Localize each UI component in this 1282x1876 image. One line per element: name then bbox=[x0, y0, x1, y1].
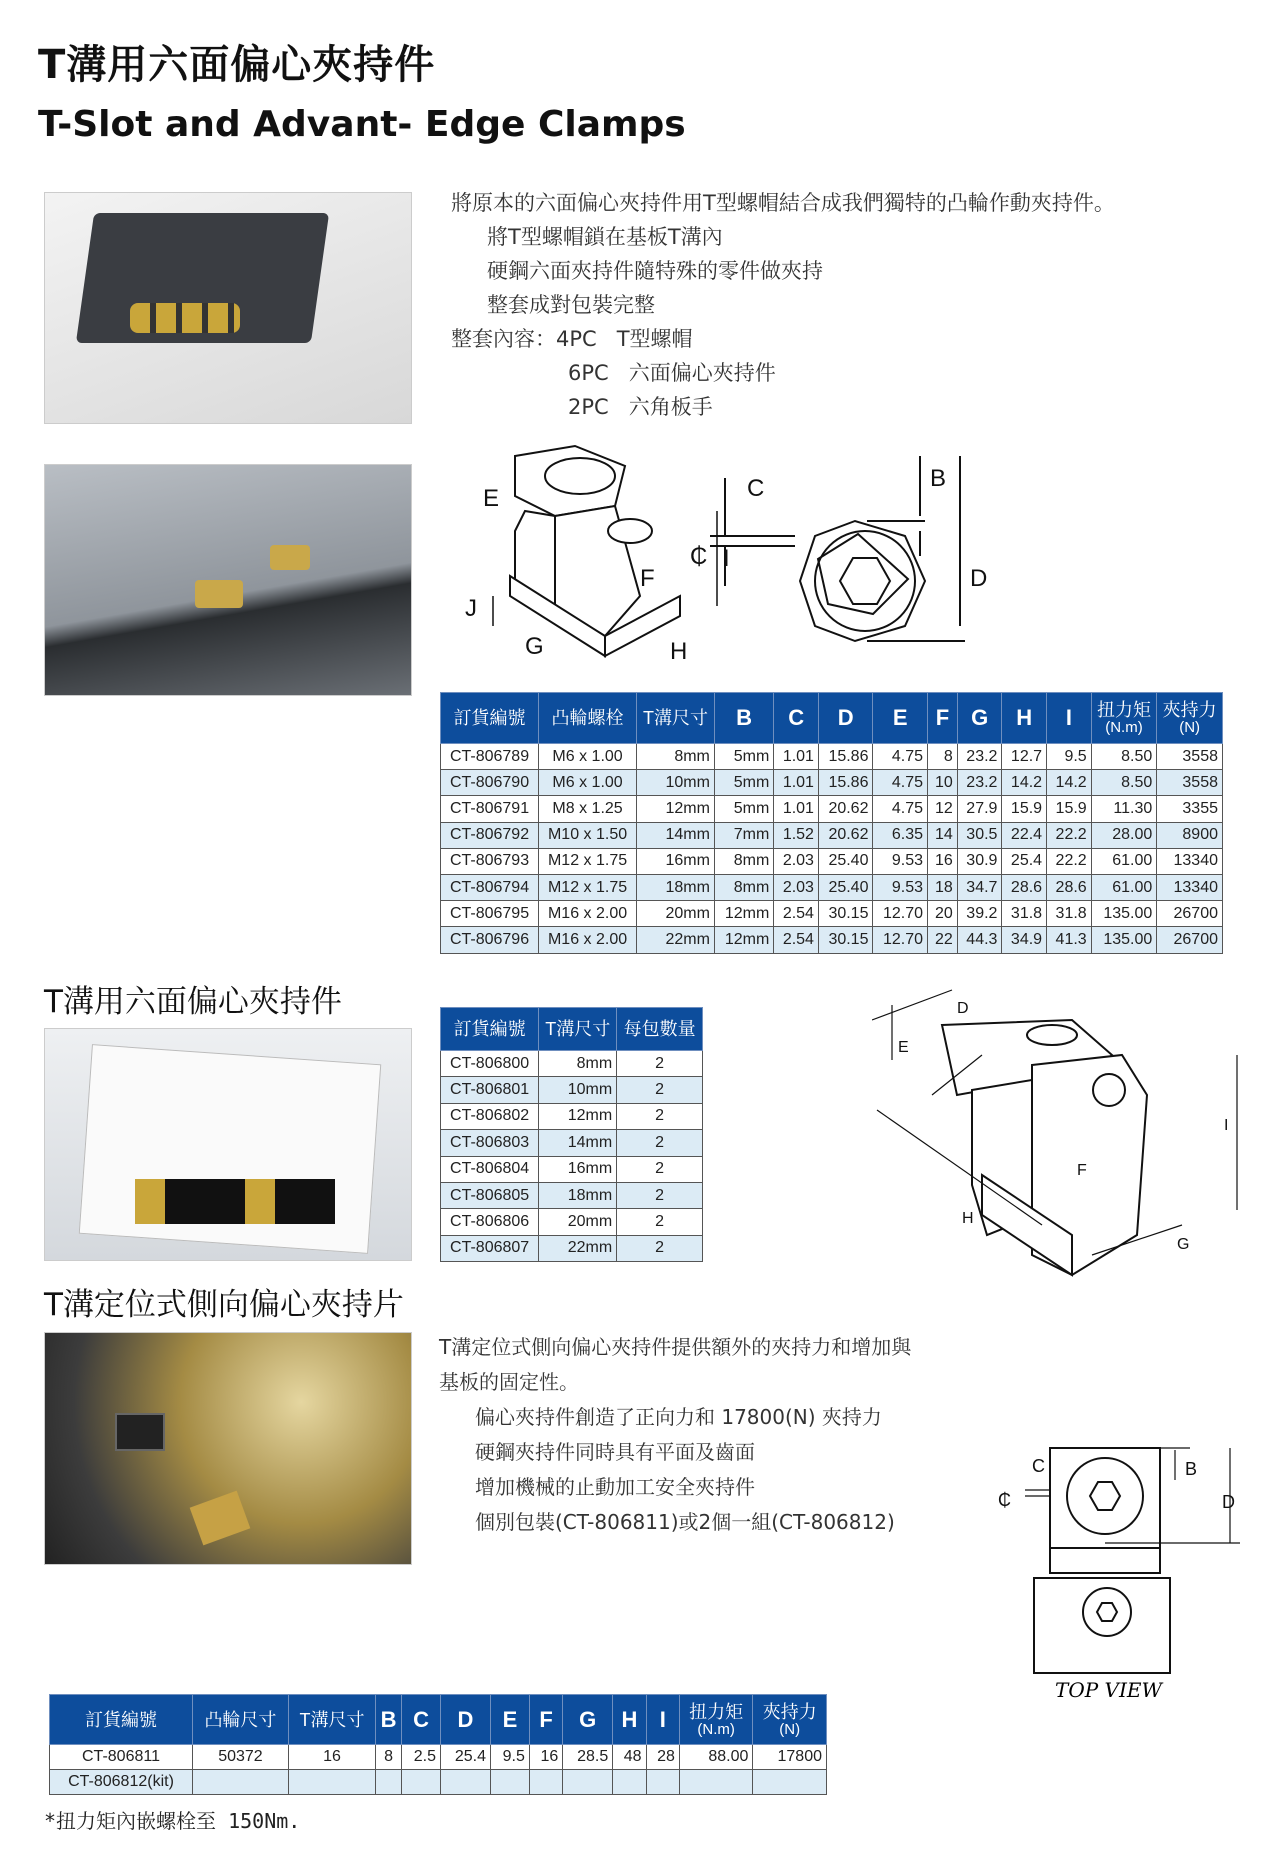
column-header bbox=[441, 693, 539, 744]
table-cell: 8 bbox=[376, 1745, 402, 1770]
table-cell: M12 x 1.75 bbox=[539, 848, 637, 874]
table-cell bbox=[288, 1770, 375, 1795]
table-cell: 12mm bbox=[714, 901, 773, 927]
table-cell: 34.9 bbox=[1002, 927, 1047, 953]
table-cell: 9.5 bbox=[490, 1745, 529, 1770]
column-header bbox=[402, 1695, 441, 1745]
dim-label-j: J bbox=[465, 595, 477, 622]
table-cell: 30.15 bbox=[818, 927, 873, 953]
table-cell: CT-806792 bbox=[441, 822, 539, 848]
table-cell: 12.70 bbox=[873, 927, 928, 953]
dim-label-i: I bbox=[1224, 1117, 1229, 1134]
table-cell: 2.54 bbox=[774, 927, 819, 953]
table-cell: CT-806795 bbox=[441, 901, 539, 927]
table-cell: 34.7 bbox=[957, 874, 1002, 900]
table-cell: 4.75 bbox=[873, 770, 928, 796]
header-label: H bbox=[621, 1706, 638, 1732]
dim-label-e: E bbox=[483, 485, 500, 512]
table-cell: 25.4 bbox=[1002, 848, 1047, 874]
table-cell bbox=[613, 1770, 646, 1795]
table-cell: 10mm bbox=[637, 770, 715, 796]
product-photo-package bbox=[44, 1028, 412, 1261]
column-header bbox=[1047, 693, 1092, 744]
column-header bbox=[1091, 693, 1157, 744]
table-cell: 18mm bbox=[539, 1182, 617, 1208]
dim-label-i: I bbox=[723, 545, 730, 572]
table-cell: 5mm bbox=[714, 770, 773, 796]
table-cell: 48 bbox=[613, 1745, 646, 1770]
table-cell: 28.6 bbox=[1002, 874, 1047, 900]
header-unit: (N) bbox=[779, 1720, 801, 1738]
kit-qty: 2PC bbox=[568, 395, 609, 419]
header-label: I bbox=[1065, 705, 1072, 730]
desc-bullet: 個別包裝(CT-806811)或2個一組(CT-806812) bbox=[475, 1510, 895, 1534]
table-row bbox=[50, 1745, 827, 1770]
table-cell: 61.00 bbox=[1091, 874, 1157, 900]
table-cell: CT-806807 bbox=[441, 1235, 539, 1261]
table-cell: 2 bbox=[617, 1235, 703, 1261]
table-cell: 135.00 bbox=[1091, 901, 1157, 927]
header-label: 凸輪螺栓 bbox=[551, 708, 624, 728]
table-cell: 20 bbox=[928, 901, 958, 927]
table-cell: 23.2 bbox=[957, 744, 1002, 770]
table-cell: 3558 bbox=[1157, 770, 1223, 796]
table-cell: CT-806791 bbox=[441, 796, 539, 822]
table-cell bbox=[440, 1770, 490, 1795]
column-header bbox=[193, 1695, 289, 1745]
table-cell: CT-806794 bbox=[441, 874, 539, 900]
table-cell: 20mm bbox=[637, 901, 715, 927]
table-cell: 25.40 bbox=[818, 874, 873, 900]
table-cell: CT-806801 bbox=[441, 1077, 539, 1103]
table-row bbox=[441, 901, 1223, 927]
column-header bbox=[679, 1695, 752, 1745]
table-cell: CT-806796 bbox=[441, 927, 539, 953]
table-cell: 2 bbox=[617, 1103, 703, 1129]
table-cell: CT-806803 bbox=[441, 1130, 539, 1156]
table-cell: 22mm bbox=[539, 1235, 617, 1261]
header-label: 訂貨編號 bbox=[453, 1019, 526, 1039]
table-cell: M6 x 1.00 bbox=[539, 744, 637, 770]
table-cell: 9.5 bbox=[1047, 744, 1092, 770]
table-cell: 15.9 bbox=[1002, 796, 1047, 822]
table-cell: 8.50 bbox=[1091, 770, 1157, 796]
table-cell: 41.3 bbox=[1047, 927, 1092, 953]
table-cell: 25.40 bbox=[818, 848, 873, 874]
column-header bbox=[50, 1695, 193, 1745]
table-row bbox=[441, 822, 1223, 848]
table-cell: 31.8 bbox=[1047, 901, 1092, 927]
dim-label-b: B bbox=[1185, 1459, 1198, 1479]
table-cell: M12 x 1.75 bbox=[539, 874, 637, 900]
table-cell: 26700 bbox=[1157, 927, 1223, 953]
header-label: C bbox=[788, 705, 805, 730]
page-title-en: T-Slot and Advant- Edge Clamps bbox=[38, 104, 686, 145]
dim-label-h: H bbox=[670, 638, 688, 665]
table-row bbox=[441, 1130, 703, 1156]
table-row bbox=[441, 1182, 703, 1208]
table-cell: CT-806811 bbox=[50, 1745, 193, 1770]
table-cell: 28.00 bbox=[1091, 822, 1157, 848]
table-cell: CT-806793 bbox=[441, 848, 539, 874]
kit-label: 整套內容： bbox=[451, 327, 556, 351]
table-cell: 20.62 bbox=[818, 796, 873, 822]
table-cell: 44.3 bbox=[957, 927, 1002, 953]
clamp-dimension-diagram bbox=[455, 436, 1135, 676]
table-cell: 17800 bbox=[753, 1745, 827, 1770]
table-cell: 22.2 bbox=[1047, 822, 1092, 848]
table-cell: 16mm bbox=[539, 1156, 617, 1182]
table-cell: 16 bbox=[928, 848, 958, 874]
section-title-side-clamp: T溝定位式側向偏心夾持片 bbox=[44, 1287, 404, 1323]
table-cell: 25.4 bbox=[440, 1745, 490, 1770]
header-label: B bbox=[736, 705, 753, 730]
table-cell: 14mm bbox=[637, 822, 715, 848]
table-cell: 9.53 bbox=[873, 874, 928, 900]
table-cell: 135.00 bbox=[1091, 927, 1157, 953]
table-cell: M8 x 1.25 bbox=[539, 796, 637, 822]
column-header bbox=[957, 693, 1002, 744]
table-cell: 14.2 bbox=[1002, 770, 1047, 796]
column-header bbox=[873, 693, 928, 744]
table-cell: 18 bbox=[928, 874, 958, 900]
table-cell: 3355 bbox=[1157, 796, 1223, 822]
kit-item: 六角板手 bbox=[628, 395, 713, 419]
section3-text bbox=[439, 1330, 911, 1540]
intro-line: 將T型螺帽鎖在基板T溝內 bbox=[487, 225, 723, 249]
product-photo-side-clamp bbox=[44, 1332, 412, 1565]
table-cell: 8mm bbox=[539, 1051, 617, 1077]
column-header bbox=[539, 1008, 617, 1051]
header-label: T溝尺寸 bbox=[299, 1709, 365, 1730]
table-cell: 12.7 bbox=[1002, 744, 1047, 770]
product-photo-kit-case bbox=[44, 192, 412, 424]
table-cell: CT-806800 bbox=[441, 1051, 539, 1077]
column-header bbox=[440, 1695, 490, 1745]
column-header bbox=[774, 693, 819, 744]
table-cell: 12 bbox=[928, 796, 958, 822]
centerline-symbol: ₵ bbox=[690, 543, 708, 570]
table-cell: 12mm bbox=[637, 796, 715, 822]
header-label: F bbox=[935, 705, 950, 730]
table-cell: 8mm bbox=[637, 744, 715, 770]
table-cell: 15.86 bbox=[818, 770, 873, 796]
column-header bbox=[490, 1695, 529, 1745]
kit-item: T型螺帽 bbox=[616, 327, 693, 351]
table-cell: 10mm bbox=[539, 1077, 617, 1103]
header-label: 凸輪尺寸 bbox=[204, 1709, 277, 1730]
table-cell: CT-806805 bbox=[441, 1182, 539, 1208]
header-unit: (N.m) bbox=[697, 1720, 735, 1738]
table-cell: 16mm bbox=[637, 848, 715, 874]
table-cell: 23.2 bbox=[957, 770, 1002, 796]
table-cell: CT-806804 bbox=[441, 1156, 539, 1182]
header-label: B bbox=[380, 1706, 397, 1732]
table-row bbox=[441, 1209, 703, 1235]
table-cell: M16 x 2.00 bbox=[539, 901, 637, 927]
column-header bbox=[441, 1008, 539, 1051]
header-label: C bbox=[413, 1706, 429, 1732]
table-cell bbox=[376, 1770, 402, 1795]
table-cell: 5mm bbox=[714, 796, 773, 822]
header-label: E bbox=[502, 1706, 518, 1732]
table-row bbox=[441, 848, 1223, 874]
table-cell: 8mm bbox=[714, 848, 773, 874]
header-label: E bbox=[892, 705, 908, 730]
table-cell: 12mm bbox=[714, 927, 773, 953]
table-row bbox=[50, 1770, 827, 1795]
dim-label-c: C bbox=[1032, 1456, 1045, 1476]
table-row bbox=[441, 1235, 703, 1261]
table-cell: 20mm bbox=[539, 1209, 617, 1235]
table-row bbox=[441, 927, 1223, 953]
centerline-symbol: ₵ bbox=[998, 1490, 1011, 1510]
table-row bbox=[441, 1156, 703, 1182]
dim-label-h: H bbox=[962, 1210, 974, 1227]
dim-label-g: G bbox=[1177, 1236, 1190, 1253]
hex-clamp-diagram bbox=[872, 985, 1262, 1280]
table-row bbox=[441, 1103, 703, 1129]
table-cell: 31.8 bbox=[1002, 901, 1047, 927]
table-cell: M6 x 1.00 bbox=[539, 770, 637, 796]
product-photo-installed bbox=[44, 464, 412, 696]
column-header bbox=[529, 1695, 562, 1745]
footnote: *扭力矩內嵌螺栓至 150Nm. bbox=[44, 1809, 301, 1833]
table-cell: 10 bbox=[928, 770, 958, 796]
table-row bbox=[441, 744, 1223, 770]
top-view-diagram bbox=[990, 1440, 1250, 1705]
table-cell: 2 bbox=[617, 1156, 703, 1182]
table-cell: 16 bbox=[288, 1745, 375, 1770]
table-cell: 22mm bbox=[637, 927, 715, 953]
column-header bbox=[928, 693, 958, 744]
table-cell: 14.2 bbox=[1047, 770, 1092, 796]
dim-label-d: D bbox=[1222, 1492, 1235, 1512]
spec-table-side-clamps bbox=[49, 1694, 827, 1795]
table-cell: 14mm bbox=[539, 1130, 617, 1156]
dim-label-d: D bbox=[957, 1000, 969, 1017]
table-cell: CT-806806 bbox=[441, 1209, 539, 1235]
dim-label-f: F bbox=[640, 565, 655, 592]
column-header bbox=[613, 1695, 646, 1745]
desc-line: 基板的固定性。 bbox=[439, 1370, 579, 1394]
table-cell: 8900 bbox=[1157, 822, 1223, 848]
column-header bbox=[1002, 693, 1047, 744]
dim-label-e: E bbox=[898, 1039, 909, 1056]
table-cell bbox=[402, 1770, 441, 1795]
table-cell: 15.9 bbox=[1047, 796, 1092, 822]
intro-line: 將原本的六面偏心夾持件用T型螺帽結合成我們獨特的凸輪作動夾持件。 bbox=[451, 191, 1115, 215]
table-cell bbox=[679, 1770, 752, 1795]
table-cell: 1.01 bbox=[774, 796, 819, 822]
table-cell: 3558 bbox=[1157, 744, 1223, 770]
header-label: 夾持力 bbox=[762, 1701, 817, 1722]
dim-label-f: F bbox=[1077, 1162, 1087, 1179]
header-label: G bbox=[579, 1706, 597, 1732]
table-cell bbox=[646, 1770, 679, 1795]
table-cell: 2.03 bbox=[774, 874, 819, 900]
table-cell: 30.15 bbox=[818, 901, 873, 927]
header-label: F bbox=[539, 1706, 553, 1732]
table-cell: 13340 bbox=[1157, 874, 1223, 900]
table-cell: 2.5 bbox=[402, 1745, 441, 1770]
dim-label-b: B bbox=[930, 465, 947, 492]
table-cell: 8 bbox=[928, 744, 958, 770]
column-header bbox=[646, 1695, 679, 1745]
table-cell: 1.01 bbox=[774, 744, 819, 770]
desc-bullet: 硬鋼夾持件同時具有平面及齒面 bbox=[475, 1440, 755, 1464]
header-label: T溝尺寸 bbox=[545, 1019, 611, 1039]
kit-qty: 6PC bbox=[568, 361, 609, 385]
table-cell: 11.30 bbox=[1091, 796, 1157, 822]
column-header bbox=[563, 1695, 613, 1745]
table-cell: 22.2 bbox=[1047, 848, 1092, 874]
column-header bbox=[617, 1008, 703, 1051]
header-label: 訂貨編號 bbox=[85, 1709, 157, 1730]
kit-item: 六面偏心夾持件 bbox=[628, 361, 776, 385]
table-cell: 5mm bbox=[714, 744, 773, 770]
column-header bbox=[1157, 693, 1223, 744]
table-row bbox=[441, 1077, 703, 1103]
table-row bbox=[441, 796, 1223, 822]
table-cell: 26700 bbox=[1157, 901, 1223, 927]
spec-table-hex-clamps bbox=[440, 1007, 703, 1262]
table-cell: 2 bbox=[617, 1051, 703, 1077]
table-cell: 8mm bbox=[714, 874, 773, 900]
table-cell bbox=[490, 1770, 529, 1795]
top-view-label: TOP VIEW bbox=[1055, 1678, 1163, 1702]
table-cell bbox=[529, 1770, 562, 1795]
table-cell: 12.70 bbox=[873, 901, 928, 927]
table-cell: CT-806789 bbox=[441, 744, 539, 770]
table-cell: 8.50 bbox=[1091, 744, 1157, 770]
table-cell bbox=[563, 1770, 613, 1795]
header-label: 訂貨編號 bbox=[453, 708, 526, 728]
table-cell: 18mm bbox=[637, 874, 715, 900]
table-cell: 2 bbox=[617, 1077, 703, 1103]
intro-line: 整套成對包裝完整 bbox=[487, 293, 655, 317]
table-cell: 4.75 bbox=[873, 744, 928, 770]
header-label: D bbox=[837, 705, 854, 730]
table-cell: 50372 bbox=[193, 1745, 289, 1770]
header-label: G bbox=[971, 705, 989, 730]
header-label: 夾持力 bbox=[1162, 700, 1217, 720]
table-cell: 12mm bbox=[539, 1103, 617, 1129]
header-label: 扭力矩 bbox=[1096, 700, 1151, 720]
desc-bullet: 增加機械的止動加工安全夾持件 bbox=[475, 1475, 755, 1499]
table-cell: 14 bbox=[928, 822, 958, 848]
page-title-zh: T溝用六面偏心夾持件 bbox=[38, 42, 436, 88]
table-cell: 88.00 bbox=[679, 1745, 752, 1770]
table-cell: 2.54 bbox=[774, 901, 819, 927]
table-cell: 30.9 bbox=[957, 848, 1002, 874]
table-cell: 2 bbox=[617, 1209, 703, 1235]
column-header bbox=[753, 1695, 827, 1745]
header-label: T溝尺寸 bbox=[642, 708, 708, 728]
table-cell: CT-806812(kit) bbox=[50, 1770, 193, 1795]
table-cell: 27.9 bbox=[957, 796, 1002, 822]
table-cell: 2.03 bbox=[774, 848, 819, 874]
kit-qty: 4PC bbox=[556, 327, 597, 351]
table-cell: 28 bbox=[646, 1745, 679, 1770]
table-cell: 20.62 bbox=[818, 822, 873, 848]
table-cell: 2 bbox=[617, 1182, 703, 1208]
table-cell: 4.75 bbox=[873, 796, 928, 822]
table-cell: 61.00 bbox=[1091, 848, 1157, 874]
section-title-hex-clamp: T溝用六面偏心夾持件 bbox=[44, 984, 342, 1020]
column-header bbox=[714, 693, 773, 744]
table-cell: M16 x 2.00 bbox=[539, 927, 637, 953]
header-label: D bbox=[457, 1706, 474, 1732]
intro-text bbox=[451, 186, 1115, 424]
table-cell: 7mm bbox=[714, 822, 773, 848]
table-cell: CT-806802 bbox=[441, 1103, 539, 1129]
header-label: H bbox=[1016, 705, 1033, 730]
table-cell: 1.01 bbox=[774, 770, 819, 796]
dim-label-g: G bbox=[525, 633, 544, 660]
table-row bbox=[441, 770, 1223, 796]
header-unit: (N.m) bbox=[1105, 719, 1143, 736]
table-cell bbox=[193, 1770, 289, 1795]
header-label: 扭力矩 bbox=[689, 1701, 744, 1722]
desc-bullet: 偏心夾持件創造了正向力和 17800(N) 夾持力 bbox=[475, 1405, 882, 1429]
column-header bbox=[288, 1695, 375, 1745]
table-cell: 22.4 bbox=[1002, 822, 1047, 848]
table-cell: 30.5 bbox=[957, 822, 1002, 848]
table-cell: 16 bbox=[529, 1745, 562, 1770]
column-header bbox=[818, 693, 873, 744]
table-cell: 28.5 bbox=[563, 1745, 613, 1770]
table-cell bbox=[753, 1770, 827, 1795]
intro-line: 硬鋼六面夾持件隨特殊的零件做夾持 bbox=[487, 259, 823, 283]
table-cell: 6.35 bbox=[873, 822, 928, 848]
table-cell: CT-806790 bbox=[441, 770, 539, 796]
header-label: I bbox=[659, 1706, 666, 1732]
table-cell: 2 bbox=[617, 1130, 703, 1156]
table-row bbox=[441, 874, 1223, 900]
table-cell: 15.86 bbox=[818, 744, 873, 770]
table-cell: 22 bbox=[928, 927, 958, 953]
dim-label-c: C bbox=[747, 475, 765, 502]
table-row bbox=[441, 1051, 703, 1077]
table-cell: 39.2 bbox=[957, 901, 1002, 927]
header-label: 每包數量 bbox=[623, 1019, 696, 1039]
header-unit: (N) bbox=[1179, 719, 1201, 736]
column-header bbox=[376, 1695, 402, 1745]
desc-line: T溝定位式側向偏心夾持件提供額外的夾持力和增加與 bbox=[439, 1335, 912, 1359]
spec-table-clamps bbox=[440, 692, 1223, 954]
column-header bbox=[637, 693, 715, 744]
table-cell: 13340 bbox=[1157, 848, 1223, 874]
column-header bbox=[539, 693, 637, 744]
dim-label-d: D bbox=[970, 565, 988, 592]
table-cell: 1.52 bbox=[774, 822, 819, 848]
table-cell: M10 x 1.50 bbox=[539, 822, 637, 848]
table-cell: 9.53 bbox=[873, 848, 928, 874]
table-cell: 28.6 bbox=[1047, 874, 1092, 900]
